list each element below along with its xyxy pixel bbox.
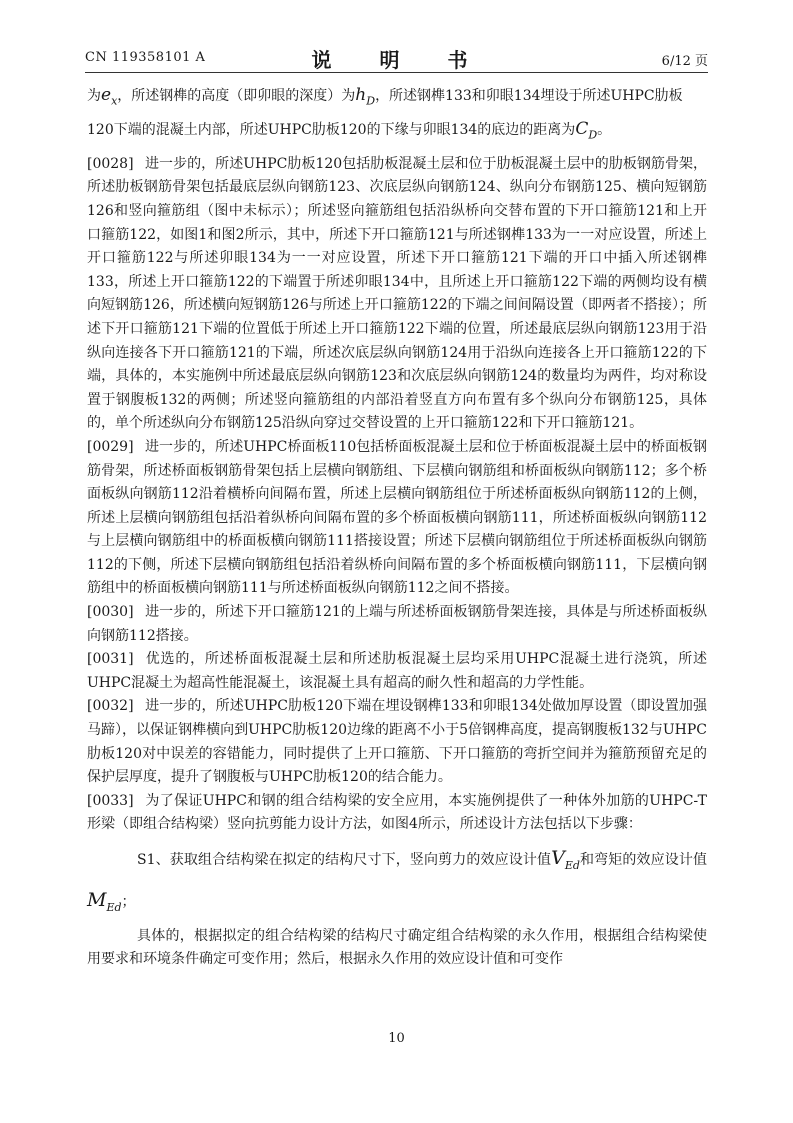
paragraph-0033 xyxy=(87,790,707,837)
header-divider xyxy=(85,72,708,73)
document-body xyxy=(87,82,707,972)
continued-text-line-1: 为$e_x$，所述钢榫的高度（即卯眼的深度）为$h_D$，所述钢榫133和卯眼134埋设于所述UHPC肋板 xyxy=(87,85,683,108)
page-number: 10 xyxy=(388,1031,405,1046)
document-title: 说 明 书 xyxy=(311,48,482,72)
paragraph-number: [0029] xyxy=(87,438,134,455)
paragraph-text: 优选的，所述桥面板混凝土层和所述肋板混凝土层均采用UHPC混凝土进行浇筑，所述UHPC混凝土为超高性能混凝土，该混凝土具有超高的耐久性和超高的力学性能。 xyxy=(87,651,707,691)
paragraph-number: [0030] xyxy=(87,604,134,621)
paragraph-number: [0031] xyxy=(87,651,134,668)
paragraph-0028 xyxy=(87,153,707,436)
page-header xyxy=(85,44,708,72)
paragraph-number: [0028] xyxy=(87,155,134,172)
paragraph-0032 xyxy=(87,695,707,789)
paragraph-text: 进一步的，所述UHPC肋板120下端在埋设钢榫133和卯眼134处做加厚设置（即设置加强马蹄），以保证钢榫横向到UHPC肋板120边缘的距离不小于5倍钢榫高度，提高钢腹板132与UHPC肋板120对中误差的容错能力，同时提供了上开口箍筋、下开口箍筋的弯折空间并为箍筋预留充足的保护层厚度，提升了钢腹板与UHPC肋板120的结合能力。 xyxy=(87,698,707,786)
math-m-ed: $M_{Ed}$ xyxy=(87,888,122,914)
paragraph-number: [0032] xyxy=(87,698,134,715)
paragraph-text: 进一步的，所述UHPC肋板120包括肋板混凝土层和位于肋板混凝土层中的肋板钢筋骨架，所述肋板钢筋骨架包括最底层纵向钢筋123、次底层纵向钢筋124、纵向分布钢筋125、横向短钢筋126和竖向箍筋组（图中未标示）；所述竖向箍筋组包括沿纵桥向交替布置的下开口箍筋121和上开口箍筋122，如图1和图2所示，其中，所述下开口箍筋121与所述钢榫133为一一对应设置，所述上开口箍筋122与所述卯眼134为一一对应设置，所述下开口箍筋121下端的开口中插入所述钢榫133，所述上开口箍筋122的下端置于所述卯眼134中，且所述上开口箍筋122下端的两侧均设有横向短钢筋126，所述横向短钢筋126与所述上开口箍筋122的下端之间间隔设置（即两者不搭接）；所述下开口箍筋121下端的位置低于所述上开口箍筋122下端的位置，所述最底层纵向钢筋123用于沿纵向连接各下开口箍筋121的下端，所述次底层纵向钢筋124用于沿纵向连接各上开口箍筋122的下端，具体的，本实施例中所述最底层纵向钢筋123和次底层纵向钢筋124的数量均为两件，均对称设置于钢腹板132的两侧；所述竖向箍筋组的内部沿着竖直方向布置有多个纵向分布钢筋125，具体的，单个所述纵向分布钢筋125沿纵向穿过交替设置的上开口箍筋122和下开口箍筋121。 xyxy=(87,155,707,432)
math-v-ed: $V_{Ed}$ xyxy=(551,847,580,872)
paragraph-0030 xyxy=(87,601,707,648)
paragraph-text: 进一步的，所述UHPC桥面板110包括桥面板混凝土层和位于桥面板混凝土层中的桥面板钢筋骨架，所述桥面板钢筋骨架包括上层横向钢筋组、下层横向钢筋组和桥面板纵向钢筋112；多个桥面板纵向钢筋112沿着横桥向间隔布置，所述上层横向钢筋组位于所述桥面板纵向钢筋112的上侧，所述上层横向钢筋组包括沿着纵桥向间隔布置的多个桥面板横向钢筋111，所述桥面板纵向钢筋112与上层横向钢筋组中的桥面板横向钢筋111搭接设置；所述下层横向钢筋组位于所述桥面板纵向钢筋112的下侧，所述下层横向钢筋组包括沿着纵桥向间隔布置的多个桥面板横向钢筋111，下层横向钢筋组中的桥面板横向钢筋111与所述桥面板纵向钢筋112之间不搭接。 xyxy=(87,438,707,597)
math-h-d: $h_D$ xyxy=(355,85,376,108)
paragraph-number: [0033] xyxy=(87,792,134,809)
math-e-x: $e_x$ xyxy=(101,85,118,108)
step-s1: S1、获取组合结构梁在拟定的结构尺寸下，竖向剪力的效应设计值$V_{Ed}$和弯矩的效应设计值$M_{Ed}$； xyxy=(87,847,708,914)
paragraph-0031 xyxy=(87,648,707,695)
paragraph-text: 进一步的，所述下开口箍筋121的上端与所述桥面板钢筋骨架连接，具体是与所述桥面板纵向钢筋112搭接。 xyxy=(87,604,707,644)
patent-number: CN 119358101 A xyxy=(85,50,206,65)
paragraph-specific-description: 具体的，根据拟定的组合结构梁的结构尺寸确定组合结构梁的永久作用，根据组合结构梁使用要求和环境条件确定可变作用；然后，根据永久作用的效应设计值和可变作 xyxy=(87,927,707,968)
continued-text-line-2: 120下端的混凝土内部，所述UHPC肋板120的下缘与卯眼134的底边的距离为$C_D$。 xyxy=(87,119,612,142)
paragraph-text: 为了保证UHPC和钢的组合结构梁的安全应用，本实施例提供了一种体外加筋的UHPC-T形梁（即组合结构梁）竖向抗剪能力设计方法，如图4所示，所述设计方法包括以下步骤： xyxy=(87,792,707,833)
math-c-d: $C_D$ xyxy=(575,119,598,142)
page-indicator: 6/12 页 xyxy=(661,54,708,69)
paragraph-0029 xyxy=(87,436,707,601)
